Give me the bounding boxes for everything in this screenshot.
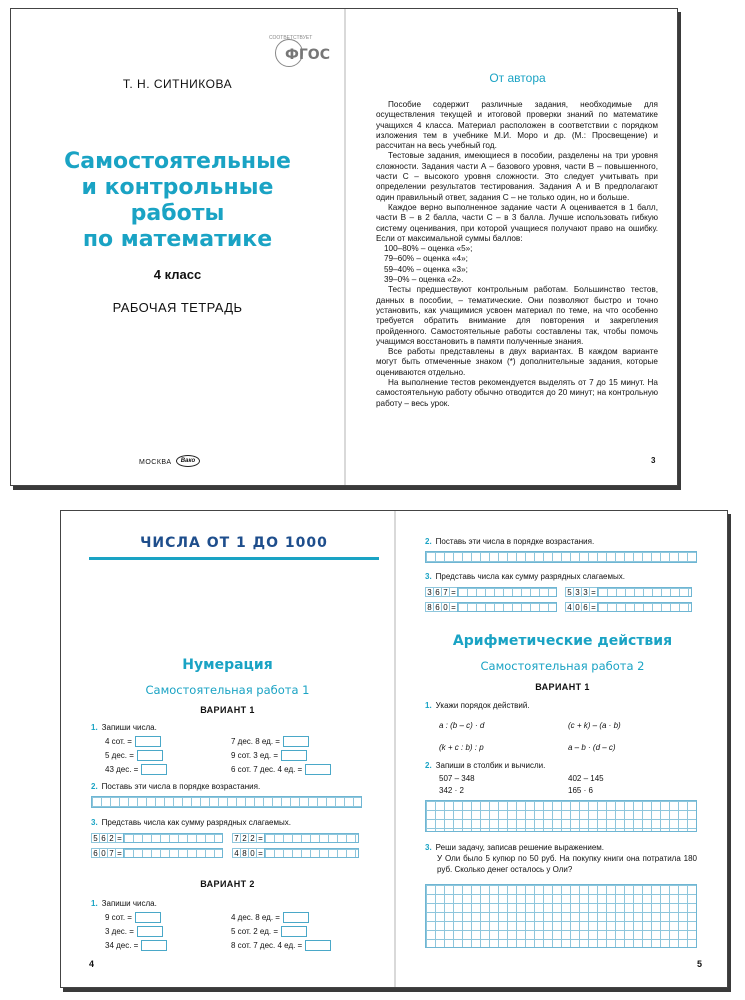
- entry-label: 9 сот. 3 ед. =: [231, 751, 278, 760]
- number-entry: [105, 749, 167, 763]
- number-entry: [105, 763, 167, 777]
- digit-cell: 7: [441, 587, 450, 597]
- v2-left-items: [105, 911, 167, 953]
- calc-expression: 507 – 348: [439, 774, 475, 783]
- answer-box[interactable]: [135, 736, 161, 747]
- digit-row: [232, 848, 359, 858]
- title-line: и контрольные: [81, 175, 274, 200]
- page-number: 3: [651, 456, 656, 465]
- task-number: 3.: [91, 818, 98, 827]
- grade-scale-item: 79–60% – оценка «4»;: [384, 254, 468, 264]
- expression: a – b · (d – c): [568, 743, 616, 752]
- task-text: Реши задачу, записав решение выражением.: [435, 843, 605, 852]
- answer-grid[interactable]: [597, 602, 692, 612]
- digit-cell: 8: [425, 602, 434, 612]
- preface-text: [376, 100, 658, 409]
- task-number: 2.: [425, 537, 432, 546]
- answer-grid[interactable]: [123, 833, 223, 843]
- digit-cell: 0: [99, 848, 108, 858]
- task-number: 3.: [425, 843, 432, 852]
- number-entry: [231, 925, 331, 939]
- digit-cell: =: [115, 848, 124, 858]
- variant-heading: ВАРИАНТ 1: [535, 682, 590, 692]
- digit-cell: 4: [232, 848, 241, 858]
- digit-cell: 6: [91, 848, 100, 858]
- digit-cell: 7: [232, 833, 241, 843]
- task-3: [91, 818, 291, 827]
- task-2: [91, 782, 260, 791]
- digit-cell: 6: [581, 602, 590, 612]
- book-title: [11, 149, 344, 253]
- digit-cell: =: [115, 833, 124, 843]
- digit-grid-right: [232, 833, 359, 858]
- entry-label: 43 дес. =: [105, 765, 139, 774]
- answer-box[interactable]: [283, 736, 309, 747]
- preface-paragraph: Пособие содержит различные задания, необходимые для осуществления текущей и итоговой проверки знаний по математике учащихся 4 класса. Материал расположен в соответствии с порядком изложения тем в учебнике М.И. Моро и др. (М.: Просвещение) и рассчитан на весь учебный год.: [376, 100, 658, 151]
- answer-box[interactable]: [305, 940, 331, 951]
- task-text: Поставь эти числа в порядке возрастания.: [435, 537, 595, 546]
- page-number: 4: [89, 959, 95, 969]
- calc-expression: 165 · 6: [568, 786, 593, 795]
- digit-cell: 2: [107, 833, 116, 843]
- task-3: [425, 842, 697, 875]
- digit-cell: =: [589, 587, 598, 597]
- task-text: Запиши числа.: [101, 723, 157, 732]
- number-entry: [105, 939, 167, 953]
- digit-cell: 3: [581, 587, 590, 597]
- task-number: 1.: [91, 899, 98, 908]
- answer-grid[interactable]: [425, 884, 697, 948]
- answer-grid[interactable]: [425, 551, 697, 563]
- preface-paragraph: На выполнение тестов рекомендуется выделять от 7 до 15 минут. На самостоятельную работу обычно отводится до 20 минут; на контрольную работу – весь урок.: [376, 378, 658, 408]
- grade-scale-item: 59–40% – оценка «3»;: [384, 264, 468, 274]
- digit-row: [91, 848, 223, 858]
- digit-cell: 6: [99, 833, 108, 843]
- answer-grid[interactable]: [457, 602, 557, 612]
- digit-cell: 7: [107, 848, 116, 858]
- task-text: Укажи порядок действий.: [435, 701, 530, 710]
- answer-box[interactable]: [281, 926, 307, 937]
- chapter-title: ЧИСЛА ОТ 1 ДО 1000: [140, 535, 328, 551]
- number-entry: [105, 925, 167, 939]
- task-1: [91, 723, 157, 732]
- digit-cell: =: [256, 848, 265, 858]
- title-line: работы: [130, 201, 225, 226]
- page-fold: [394, 511, 396, 987]
- task-2: [425, 761, 545, 770]
- number-entry: [231, 749, 331, 763]
- answer-grid[interactable]: [597, 587, 692, 597]
- variant-heading: ВАРИАНТ 2: [200, 879, 255, 889]
- number-entry: [231, 939, 331, 953]
- entry-label: 4 сот. =: [105, 737, 132, 746]
- digit-cell: 3: [573, 587, 582, 597]
- task-number: 2.: [425, 761, 432, 770]
- number-entry: [105, 735, 167, 749]
- section-heading: Нумерация: [182, 657, 273, 673]
- task-text: Запиши в столбик и вычисли.: [435, 761, 546, 770]
- expression: (k + c : b) : p: [439, 743, 484, 752]
- workbook-label: РАБОЧАЯ ТЕТРАДЬ: [112, 300, 243, 315]
- grade-label: 4 класс: [153, 267, 202, 282]
- entry-label: 7 дес. 8 ед. =: [231, 737, 280, 746]
- entry-label: 6 сот. 7 дес. 4 ед. =: [231, 765, 303, 774]
- number-entry: [231, 763, 331, 777]
- digit-cell: 3: [425, 587, 434, 597]
- digit-cell: 0: [441, 602, 450, 612]
- v1-left-items: [105, 735, 167, 777]
- preface-paragraph: Все работы представлены в двух вариантах. В каждом варианте могут быть отмеченные знаком (*) дополнительные задания, которые оцениваются отдельно.: [376, 347, 658, 377]
- book-spread-cover: [10, 8, 678, 486]
- calc-expression: 342 · 2: [439, 786, 464, 795]
- task-2: [425, 537, 594, 546]
- answer-box[interactable]: [137, 750, 163, 761]
- digit-cell: =: [589, 602, 598, 612]
- digit-cell: 2: [248, 833, 257, 843]
- answer-grid[interactable]: [264, 848, 359, 858]
- task-number: 1.: [91, 723, 98, 732]
- task-text: Представь числа как сумму разрядных слагаемых.: [435, 572, 625, 581]
- v1-right-items: [231, 735, 331, 777]
- digit-cell: 5: [565, 587, 574, 597]
- digit-cell: 6: [433, 587, 442, 597]
- digit-cell: 4: [565, 602, 574, 612]
- entry-label: 4 дес. 8 ед. =: [231, 913, 280, 922]
- chapter-underline: [89, 557, 379, 560]
- task-3: [425, 572, 625, 581]
- task-text: Представь числа как сумму разрядных слагаемых.: [101, 818, 291, 827]
- digit-cell: 8: [240, 848, 249, 858]
- digit-cell: 0: [573, 602, 582, 612]
- book-spread-pages-4-5: [60, 510, 728, 988]
- city-label: МОСКВА: [139, 459, 172, 466]
- calc-expression: 402 – 145: [568, 774, 604, 783]
- expression: (c + k) – (a · b): [568, 721, 621, 730]
- digit-cell: =: [449, 602, 458, 612]
- task-number: 2.: [91, 782, 98, 791]
- grade-scale-item: 39–0% – оценка «2».: [384, 275, 464, 285]
- answer-box[interactable]: [137, 926, 163, 937]
- entry-label: 34 дес. =: [105, 941, 139, 950]
- publisher-logo: Вако: [176, 455, 200, 467]
- answer-box[interactable]: [283, 912, 309, 923]
- fgos-mark: ФГОС: [285, 47, 330, 63]
- answer-grid[interactable]: [457, 587, 557, 597]
- digit-row: [565, 602, 692, 612]
- preface-paragraph: Тесты предшествуют контрольным работам. Большинство тестов, данных в пособии, – тематические. Они позволяют быстро и точно установить, как учащимися усвоен материал по теме, на что особенно требуется обратить внимание для повторения и закрепления пройденного. Самостоятельные работы составлены так, чтобы помочь учащимся восстановить в памяти полученные знания.: [376, 285, 658, 346]
- work-heading: Самостоятельная работа 2: [480, 659, 645, 673]
- preface-heading: От автора: [489, 71, 546, 85]
- answer-box[interactable]: [305, 764, 331, 775]
- grade-scale-item: 100–80% – оценка «5»;: [384, 244, 473, 254]
- answer-box[interactable]: [281, 750, 307, 761]
- answer-grid[interactable]: [123, 848, 223, 858]
- preface-paragraph: Тестовые задания, имеющиеся в пособии, разделены на три уровня сложности. Задания части А – базового уровня, части В – повышенного, части С – высокого уровня сложности. Это следует учитывать при определении результатов тестирования. Задания А и В предполагают один правильный ответ, задания С – не только один, но и больше.: [376, 151, 658, 202]
- digit-row: [565, 587, 692, 597]
- digit-grid-left: [91, 833, 223, 858]
- digit-cell: 2: [240, 833, 249, 843]
- title-line: Самостоятельные: [64, 149, 291, 174]
- work-heading: Самостоятельная работа 1: [145, 683, 310, 697]
- task-text: Запиши числа.: [101, 899, 157, 908]
- entry-label: 5 дес. =: [105, 751, 134, 760]
- digit-cell: 5: [91, 833, 100, 843]
- digit-row: [232, 833, 359, 843]
- entry-label: 9 сот. =: [105, 913, 132, 922]
- number-entry: [231, 911, 331, 925]
- number-entry: [105, 911, 167, 925]
- page-fold: [344, 9, 346, 485]
- task-problem: У Оли было 5 купюр по 50 руб. На покупку книги она потратила 180 руб. Сколько денег осталось у Оли?: [437, 854, 697, 874]
- digit-grid-right: [565, 587, 692, 612]
- answer-box[interactable]: [135, 912, 161, 923]
- entry-label: 3 дес. =: [105, 927, 134, 936]
- answer-grid[interactable]: [264, 833, 359, 843]
- answer-box[interactable]: [141, 940, 167, 951]
- task-text: Поставь эти числа в порядке возрастания.: [101, 782, 261, 791]
- task-1: [425, 701, 530, 710]
- number-entry: [231, 735, 331, 749]
- digit-cell: =: [256, 833, 265, 843]
- entry-label: 5 сот. 2 ед. =: [231, 927, 278, 936]
- digit-grid-left: [425, 587, 557, 612]
- digit-row: [91, 833, 223, 843]
- title-line: по математике: [82, 227, 273, 252]
- expression: a : (b – c) · d: [439, 721, 485, 730]
- digit-cell: 0: [248, 848, 257, 858]
- page-number: 5: [697, 959, 703, 969]
- task-1: [91, 899, 157, 908]
- entry-label: 8 сот. 7 дес. 4 ед. =: [231, 941, 303, 950]
- digit-cell: =: [449, 587, 458, 597]
- fgos-small-label: СООТВЕТСТВУЕТ: [269, 35, 313, 41]
- preface-paragraph: Каждое верно выполненное задание части А оценивается в 1 балл, части В – в 2 балла, части С – в 3 балла. Лучше использовать гибкую систему оценивания, при которой учащиеся получают право на ошибку. Если от максимальной суммы баллов:: [376, 202, 658, 243]
- task-number: 3.: [425, 572, 432, 581]
- answer-box[interactable]: [141, 764, 167, 775]
- digit-row: [425, 587, 557, 597]
- section-heading: Арифметические действия: [452, 633, 673, 649]
- fgos-logo: [269, 35, 330, 79]
- variant-heading: ВАРИАНТ 1: [200, 705, 255, 715]
- author-name: Т. Н. СИТНИКОВА: [122, 77, 233, 91]
- digit-row: [425, 602, 557, 612]
- answer-grid[interactable]: [91, 796, 362, 808]
- v2-right-items: [231, 911, 331, 953]
- digit-cell: 6: [433, 602, 442, 612]
- task-number: 1.: [425, 701, 432, 710]
- answer-grid[interactable]: [425, 800, 697, 832]
